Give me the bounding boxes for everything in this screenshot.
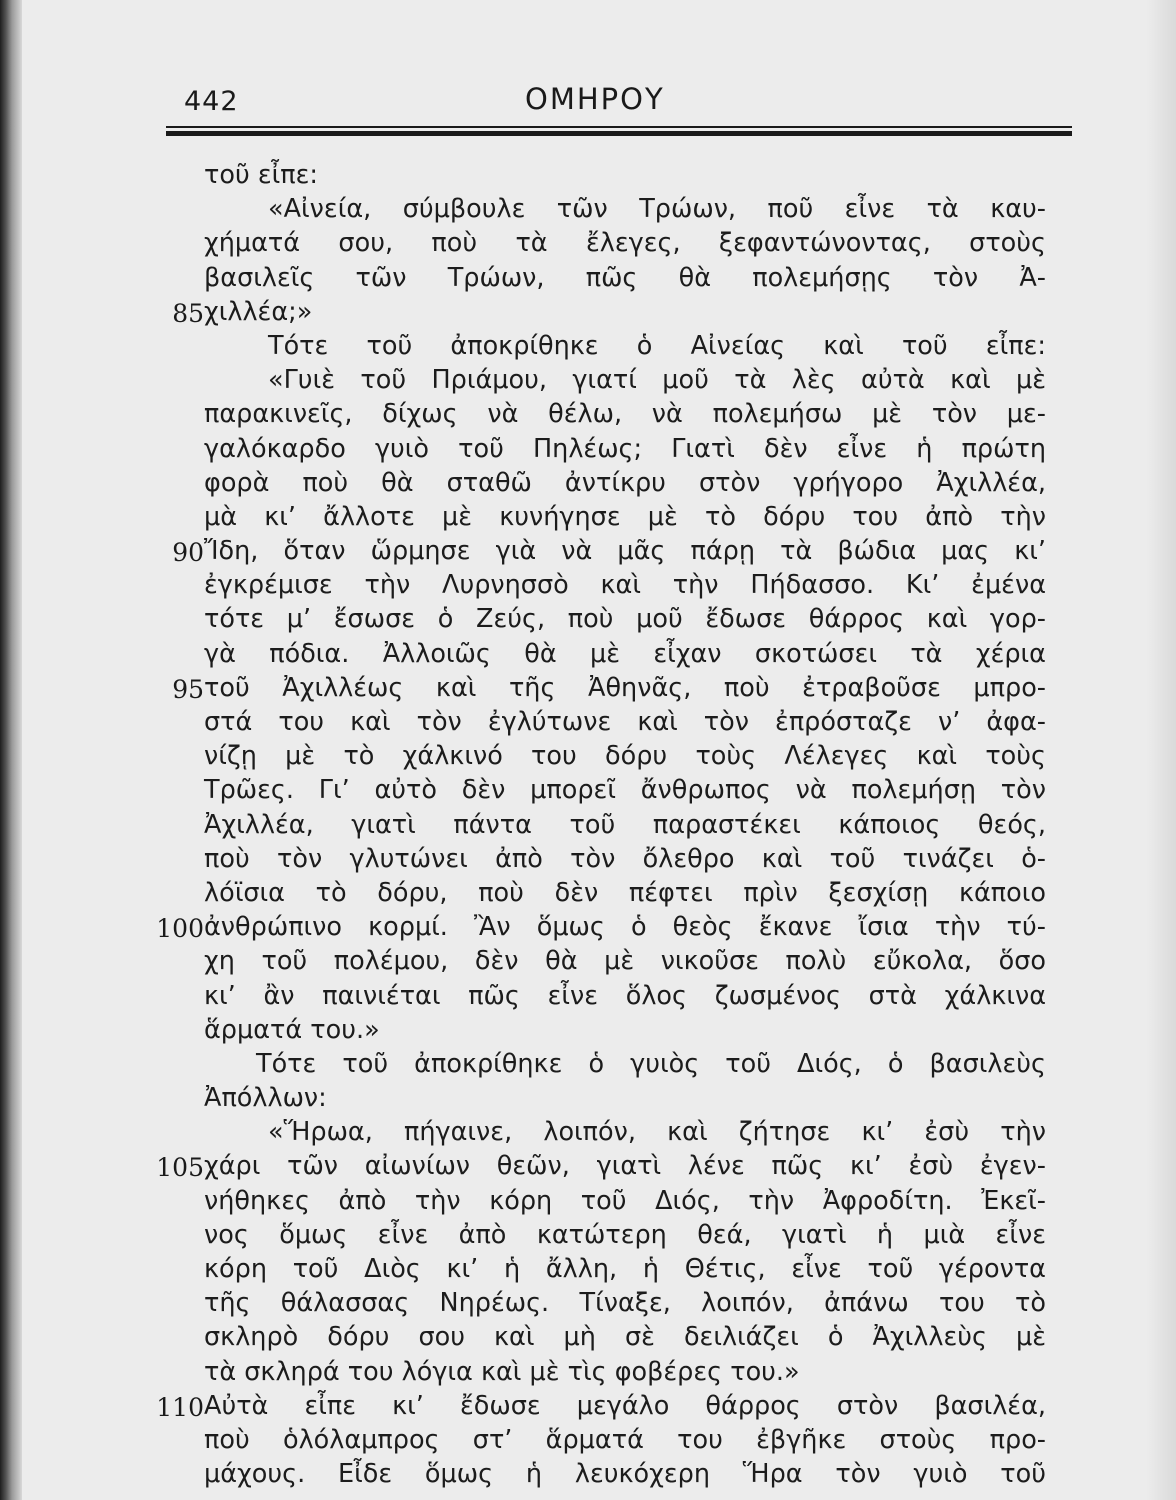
line-text: ἅρματά του.» <box>204 1014 380 1045</box>
line-text: Τρῶες. Γι’ αὐτὸ δὲν μπορεῖ ἄνθρωπος νὰ πολεμήσῃ τὸν <box>204 775 1046 806</box>
text-line <box>0 397 1176 431</box>
body-text <box>0 158 1176 1491</box>
line-text: χη τοῦ πολέμου, δὲν θὰ μὲ νικοῦσε πολὺ εὔκολα, ὅσο <box>204 946 1046 977</box>
line-text: νος ὅμως εἶνε ἀπὸ κατώτερη θεά, γιατὶ ἡ μιὰ εἶνε <box>204 1219 1046 1250</box>
text-line <box>0 910 1176 944</box>
text-line <box>0 534 1176 568</box>
text-line <box>0 1389 1176 1423</box>
line-text: «Γυιὲ τοῦ Πριάμου, γιατί μοῦ τὰ λὲς αὐτὰ καὶ μὲ <box>268 365 1046 396</box>
line-text: φορὰ ποὺ θὰ σταθῶ ἀντίκρυ στὸν γρήγορο Ἀχιλλέα, <box>204 467 1046 498</box>
text-line <box>0 1081 1176 1115</box>
line-text: γαλόκαρδο γυιὸ τοῦ Πηλέως; Γιατὶ δὲν εἶνε ἡ πρώτη <box>204 433 1046 464</box>
text-line <box>0 261 1176 295</box>
line-text: παρακινεῖς, δίχως νὰ θέλω, νὰ πολεμήσω μὲ τὸν με- <box>204 399 1046 430</box>
verse-line-number: 85 <box>172 298 204 328</box>
text-line <box>0 1355 1176 1389</box>
text-line <box>0 329 1176 363</box>
text-line <box>0 295 1176 329</box>
line-text: χήματά σου, ποὺ τὰ ἔλεγες, ξεφαντώνοντας, στοὺς <box>204 228 1046 259</box>
text-line <box>0 466 1176 500</box>
text-line <box>0 158 1176 192</box>
line-text: τοῦ εἶπε: <box>204 160 318 190</box>
text-line <box>0 739 1176 773</box>
text-line <box>0 944 1176 978</box>
line-text: λόϊσια τὸ δόρυ, ποὺ δὲν πέφτει πρὶν ξεσχίσῃ κάποιο <box>204 877 1046 908</box>
line-text: Ἀχιλλέα, γιατὶ πάντα τοῦ παραστέκει κάποιος θεός, <box>204 809 1046 840</box>
line-text: Αὐτὰ εἶπε κι’ ἔδωσε μεγάλο θάρρος στὸν βασιλέα, <box>204 1390 1046 1421</box>
line-text: ἀνθρώπινο κορμί. Ἂν ὅμως ὁ θεὸς ἔκανε ἴσια τὴν τύ- <box>204 912 1046 943</box>
line-text: Τότε τοῦ ἀποκρίθηκε ὁ γυιὸς τοῦ Διός, ὁ βασιλεὺς <box>256 1048 1046 1079</box>
line-text: κόρη τοῦ Διὸς κι’ ἡ ἄλλη, ἡ Θέτις, εἶνε τοῦ γέροντα <box>204 1254 1046 1284</box>
verse-line-number: 90 <box>172 538 204 568</box>
text-line <box>0 1047 1176 1081</box>
page-number: 442 <box>184 86 239 117</box>
verse-line-number: 95 <box>172 674 204 704</box>
line-text: τότε μ’ ἔσωσε ὁ Ζεύς, ποὺ μοῦ ἔδωσε θάρρος καὶ γορ- <box>204 604 1046 635</box>
text-line <box>0 842 1176 876</box>
text-line <box>0 1149 1176 1183</box>
verse-line-number: 110 <box>156 1392 204 1422</box>
text-line <box>0 1252 1176 1286</box>
line-text: Ἴδη, ὅταν ὥρμησε γιὰ νὰ μᾶς πάρῃ τὰ βώδια μας κι’ <box>204 536 1046 567</box>
text-line <box>0 705 1176 739</box>
verse-line-number: 100 <box>156 914 204 944</box>
running-title: ΟΜΗΡΟΥ <box>525 82 665 116</box>
line-text: Ἀπόλλων: <box>204 1083 327 1114</box>
text-line <box>0 1115 1176 1149</box>
line-text: βασιλεῖς τῶν Τρώων, πῶς θὰ πολεμήσῃς τὸν Ἀ- <box>204 262 1046 293</box>
text-line <box>0 1218 1176 1252</box>
text-line <box>0 363 1176 397</box>
line-text: μὰ κι’ ἄλλοτε μὲ κυνήγησε μὲ τὸ δόρυ του ἀπὸ τὴν <box>204 501 1046 532</box>
header-rule-thin <box>166 126 1072 128</box>
text-line <box>0 1423 1176 1457</box>
header-rule-thick <box>166 131 1072 136</box>
text-line <box>0 500 1176 534</box>
line-text: ποὺ τὸν γλυτώνει ἀπὸ τὸν ὄλεθρο καὶ τοῦ τινάζει ὁ- <box>204 843 1046 874</box>
line-text: «Αἰνεία, σύμβουλε τῶν Τρώων, ποῦ εἶνε τὰ καυ- <box>268 194 1046 225</box>
text-line <box>0 808 1176 842</box>
text-line <box>0 432 1176 466</box>
line-text: ποὺ ὁλόλαμπρος στ’ ἅρματά του ἐβγῆκε στοὺς προ- <box>204 1424 1046 1455</box>
text-line <box>0 876 1176 910</box>
line-text: νήθηκες ἀπὸ τὴν κόρη τοῦ Διός, τὴν Ἀφροδίτη. Ἐκεῖ- <box>204 1185 1046 1216</box>
text-line <box>0 226 1176 260</box>
line-text: τοῦ Ἀχιλλέως καὶ τῆς Ἀθηνᾶς, ποὺ ἐτραβοῦσε μπρο- <box>204 672 1046 703</box>
text-line <box>0 979 1176 1013</box>
verse-line-number: 105 <box>156 1153 204 1183</box>
text-line <box>0 1013 1176 1047</box>
page-header <box>170 78 1075 118</box>
line-text: «Ἥρωα, πήγαινε, λοιπόν, καὶ ζήτησε κι’ ἐσὺ τὴν <box>268 1117 1046 1148</box>
line-text: νίζῃ μὲ τὸ χάλκινό του δόρυ τοὺς Λέλεγες καὶ τοὺς <box>204 741 1046 772</box>
text-line <box>0 637 1176 671</box>
text-line <box>0 773 1176 807</box>
line-text: Τότε τοῦ ἀποκρίθηκε ὁ Αἰνείας καὶ τοῦ εἶπε: <box>268 330 1046 361</box>
text-line <box>0 671 1176 705</box>
text-line <box>0 1457 1176 1491</box>
line-text: στά του καὶ τὸν ἐγλύτωνε καὶ τὸν ἐπρόσταζε ν’ ἀφα- <box>204 707 1046 737</box>
line-text: χιλλέα;» <box>204 296 313 327</box>
line-text: ἐγκρέμισε τὴν Λυρνησσὸ καὶ τὴν Πήδασσο. Κι’ ἐμένα <box>204 570 1046 601</box>
line-text: τὰ σκληρά του λόγια καὶ μὲ τὶς φοβέρες του.» <box>204 1356 800 1387</box>
line-text: σκληρὸ δόρυ σου καὶ μὴ σὲ δειλιάζει ὁ Ἀχιλλεὺς μὲ <box>204 1322 1046 1353</box>
text-line <box>0 602 1176 636</box>
text-line <box>0 1286 1176 1320</box>
line-text: μάχους. Εἶδε ὅμως ἡ λευκόχερη Ἥρα τὸν γυιὸ τοῦ <box>204 1459 1046 1490</box>
line-text: κι’ ἂν παινιέται πῶς εἶνε ὅλος ζωσμένος στὰ χάλκινα <box>204 980 1046 1011</box>
text-line <box>0 1184 1176 1218</box>
text-line <box>0 192 1176 226</box>
text-line <box>0 568 1176 602</box>
text-line <box>0 1320 1176 1354</box>
line-text: γὰ πόδια. Ἀλλοιῶς θὰ μὲ εἶχαν σκοτώσει τὰ χέρια <box>204 638 1046 669</box>
line-text: τῆς θάλασσας Νηρέως. Τίναξε, λοιπόν, ἀπάνω του τὸ <box>204 1288 1046 1319</box>
line-text: χάρι τῶν αἰωνίων θεῶν, γιατὶ λένε πῶς κι’ ἐσὺ ἐγεν- <box>204 1151 1046 1182</box>
